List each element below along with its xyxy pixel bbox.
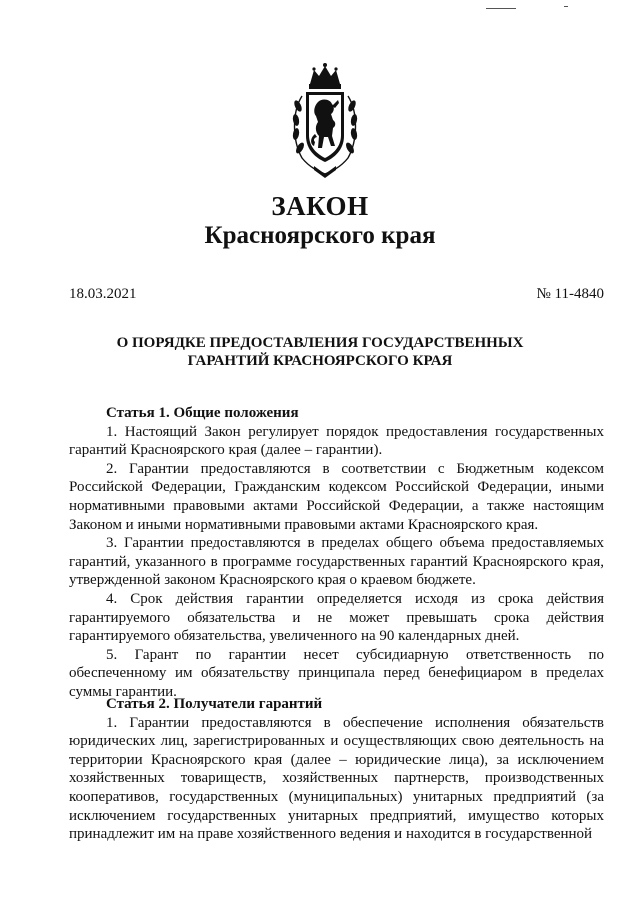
paragraph: 4. Срок действия гарантии определяется исходя из срока действия гарантируемого обязательства и не может превышать срока действия гарантируемого обязательства, увеличенного на 90 календарных дней.	[69, 590, 604, 645]
law-heading	[0, 334, 640, 370]
article-1	[69, 404, 604, 702]
law-heading-line-1: О ПОРЯДКЕ ПРЕДОСТАВЛЕНИЯ ГОСУДАРСТВЕННЫХ	[116, 335, 524, 351]
article-2	[69, 695, 604, 844]
document-subtitle: Красноярского края	[204, 222, 436, 249]
law-heading-line-2: ГАРАНТИЙ КРАСНОЯРСКОГО КРАЯ	[187, 353, 453, 369]
paragraph: 3. Гарантии предоставляются в пределах общего объема предоставляемых гарантий, указанного в программе государственных гарантий Красноярского края, утвержденной законом Красноярского края о краевом бюджете.	[69, 535, 604, 589]
document-number: № 11-4840	[536, 286, 604, 302]
paragraph: 1. Гарантии предоставляются в обеспечение исполнения обязательств юридических лиц, зарегистрированных и осуществляющих свою деятельность на территории Красноярского края (далее – юридические лица), за исключением хозяйственных товариществ, хозяйственных партнерств, производственных кооперативов, государственных (муниципальных) унитарных предприятий (за исключением государственных унитарных предприятий, имущество которых принадлежит им на праве хозяйственного ведения и находится в государственной	[69, 714, 604, 843]
paragraph: 5. Гарант по гарантии несет субсидиарную ответственность по обеспеченному им обязательству принципала перед бенефициаром в пределах суммы гарантии.	[69, 646, 604, 700]
scan-marks	[486, 6, 576, 12]
paragraph: 1. Настоящий Закон регулирует порядок предоставления государственных гарантий Красноярского края (далее – гарантии).	[69, 423, 604, 459]
article-title: Статья 1. Общие положения	[106, 405, 299, 421]
article-title: Статья 2. Получатели гарантий	[106, 696, 323, 712]
paragraph: 2. Гарантии предоставляются в соответствии с Бюджетным кодексом Российской Федерации, Гражданским кодексом Российской Федерации, иными нормативными правовыми актами Российской Федерации, а также настоящим Законом и иными нормативными правовыми актами Красноярского края.	[69, 460, 604, 533]
coat-of-arms-icon	[288, 62, 362, 180]
document-title: ЗАКОН	[271, 191, 369, 221]
document-date: 18.03.2021	[69, 286, 137, 302]
